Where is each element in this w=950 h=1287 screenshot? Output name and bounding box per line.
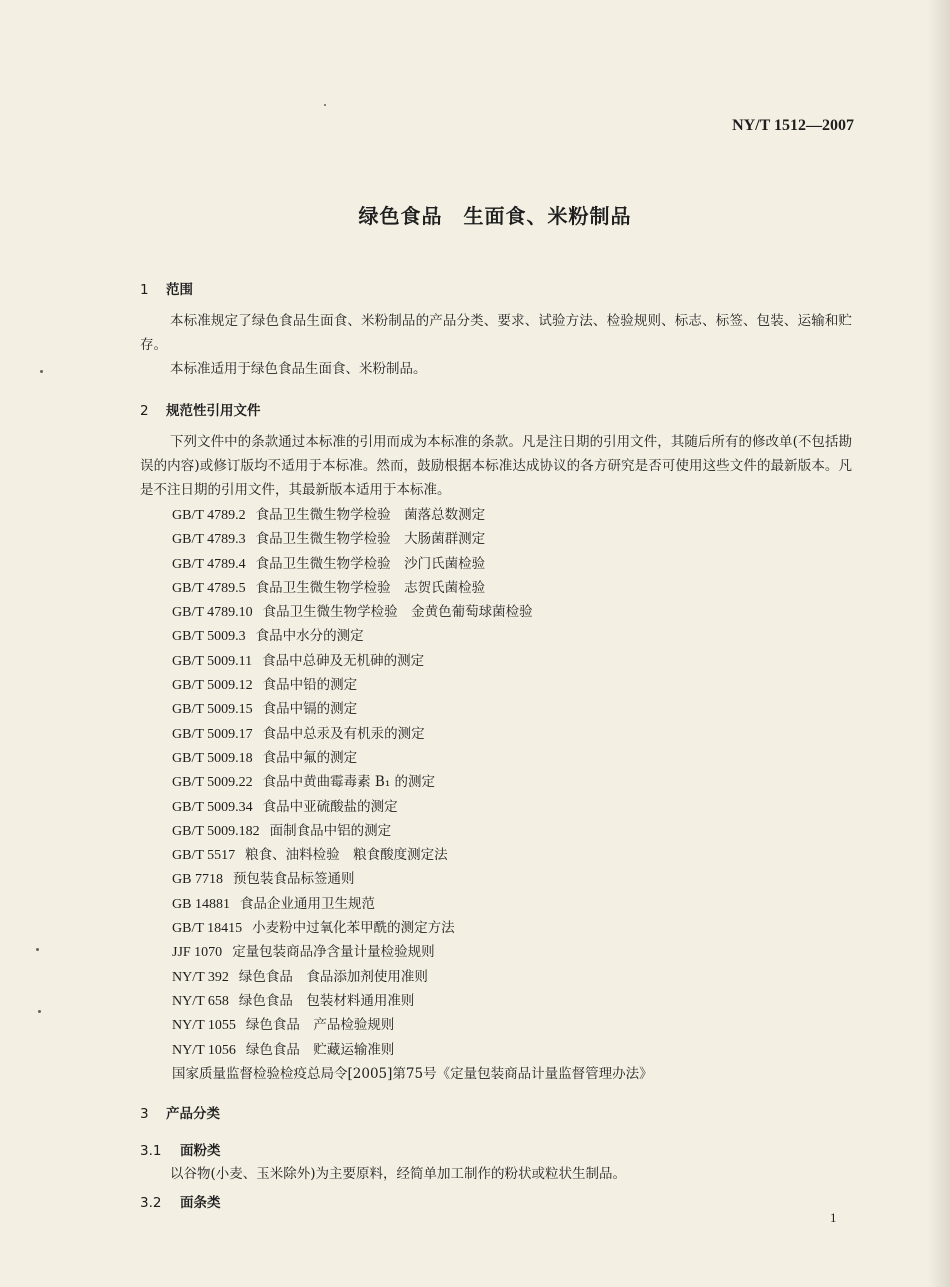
reference-title: 食品卫生微生物学检验 沙门氏菌检验 [255,555,486,572]
reference-item [172,722,653,746]
reference-item [172,940,653,964]
subsection-number: 3.2 [140,1195,162,1211]
reference-code: GB/T 5009.15 [172,702,253,718]
reference-item [172,503,653,527]
section-1-paragraph-1: 本标准规定了绿色食品生面食、米粉制品的产品分类、要求、试验方法、检验规则、标志、标签、包装、运输和贮存。 [140,313,852,353]
reference-code: GB/T 5517 [172,848,236,864]
reference-code: GB/T 5009.34 [172,799,253,815]
reference-code: GB/T 18415 [172,921,243,937]
reference-title: 面制食品中铝的测定 [269,822,392,839]
reference-title: 食品卫生微生物学检验 志贺氏菌检验 [255,579,486,596]
reference-item [172,770,653,794]
page-number: 1 [830,1210,837,1225]
reference-code: GB/T 4789.3 [172,532,246,548]
reference-title: 食品企业通用卫生规范 [239,895,375,912]
reference-code: GB/T 5009.18 [172,750,253,766]
reference-code: GB/T 5009.22 [172,775,253,791]
reference-item [172,600,653,624]
reference-title: 预包装食品标签通则 [232,871,355,888]
reference-title: 食品卫生微生物学检验 大肠菌群测定 [255,531,486,548]
reference-title: 国家质量监督检验检疫总局令[2005]第75号《定量包装商品计量监督管理办法》 [172,1065,653,1082]
reference-item [172,697,653,721]
reference-title: 定量包装商品净含量计量检验规则 [232,944,435,961]
standard-code: NY/T 1512—2007 [732,117,854,134]
reference-item [172,892,653,916]
reference-item [172,843,653,867]
reference-title: 绿色食品 贮藏运输准则 [245,1041,395,1058]
reference-code: NY/T 392 [172,969,229,985]
section-2-intro: 下列文件中的条款通过本标准的引用而成为本标准的条款。凡是注日期的引用文件，其随后所有的修改单(不包括勘误的内容)或修订版均不适用于本标准。然而，鼓励根据本标准达成协议的各方研究是否可使用这些文件的最新版本。凡是不注日期的引用文件，其最新版本适用于本标准。 [140,434,852,498]
subsection-title: 面粉类 [180,1143,221,1159]
scan-speck [40,370,43,373]
reference-code: GB/T 5009.11 [172,653,253,669]
reference-code: GB/T 4789.4 [172,556,246,572]
reference-code: GB/T 5009.3 [172,629,246,645]
reference-code: GB/T 5009.12 [172,678,253,694]
reference-item [172,746,653,770]
reference-item [172,1038,653,1062]
section-title: 规范性引用文件 [166,403,261,419]
reference-item [172,867,653,891]
reference-item [172,527,653,551]
reference-title: 食品中亚硫酸盐的测定 [262,798,398,815]
reference-item [172,624,653,648]
subsection-3-2-heading [140,1191,221,1211]
reference-item [172,916,653,940]
reference-title: 小麦粉中过氧化苯甲酰的测定方法 [252,920,455,937]
reference-item [172,552,653,576]
reference-item [172,965,653,989]
section-title: 范围 [166,282,193,298]
reference-title: 食品中总砷及无机砷的测定 [262,652,425,669]
reference-item [172,1013,653,1037]
reference-item [172,989,653,1013]
reference-code: NY/T 658 [172,993,229,1009]
reference-code: GB/T 5009.182 [172,823,260,839]
reference-item [172,795,653,819]
reference-item [172,673,653,697]
section-3-heading [140,1102,220,1122]
reference-item [172,1062,653,1086]
reference-title: 食品中铅的测定 [262,677,358,694]
reference-title: 食品中水分的测定 [255,628,364,645]
reference-code: NY/T 1055 [172,1018,236,1034]
subsection-number: 3.1 [140,1143,162,1159]
subsection-3-1-heading [140,1139,221,1159]
reference-title: 绿色食品 包装材料通用准则 [238,992,415,1009]
reference-title: 绿色食品 食品添加剂使用准则 [238,968,428,985]
section-2-heading [140,399,261,419]
reference-code: GB/T 4789.2 [172,508,246,523]
reference-code: GB/T 5009.17 [172,726,253,742]
section-number: 1 [140,282,149,298]
section-1-heading [140,278,193,298]
document-title: 绿色食品 生面食、米粉制品 [358,204,632,228]
section-1-paragraph-2: 本标准适用于绿色食品生面食、米粉制品。 [170,361,427,377]
reference-item [172,649,653,673]
reference-code: GB/T 4789.5 [172,580,246,596]
section-title: 产品分类 [166,1106,220,1122]
reference-code: GB 7718 [172,872,223,888]
reference-title: 绿色食品 产品检验规则 [245,1017,395,1034]
reference-code: GB 14881 [172,896,230,912]
reference-title: 食品中镉的测定 [262,701,358,718]
reference-item [172,819,653,843]
reference-title: 食品卫生微生物学检验 菌落总数测定 [255,507,486,523]
reference-title: 食品卫生微生物学检验 金黄色葡萄球菌检验 [262,604,533,621]
reference-title: 食品中总汞及有机汞的测定 [262,725,425,742]
scan-speck [36,948,39,951]
reference-code: GB/T 4789.10 [172,605,253,621]
section-number: 3 [140,1106,149,1122]
reference-title: 食品中黄曲霉毒素 B₁ 的测定 [262,774,436,791]
scan-speck [324,104,326,106]
normative-references-list [172,503,653,1086]
section-number: 2 [140,403,149,419]
reference-title: 食品中氟的测定 [262,749,358,766]
reference-code: NY/T 1056 [172,1042,236,1058]
reference-title: 粮食、油料检验 粮食酸度测定法 [245,847,448,864]
scan-speck [38,1010,41,1013]
subsection-title: 面条类 [180,1195,221,1211]
subsection-3-1-text: 以谷物(小麦、玉米除外)为主要原料，经简单加工制作的粉状或粒状生制品。 [170,1166,627,1182]
reference-code: JJF 1070 [172,945,223,961]
reference-item [172,576,653,600]
